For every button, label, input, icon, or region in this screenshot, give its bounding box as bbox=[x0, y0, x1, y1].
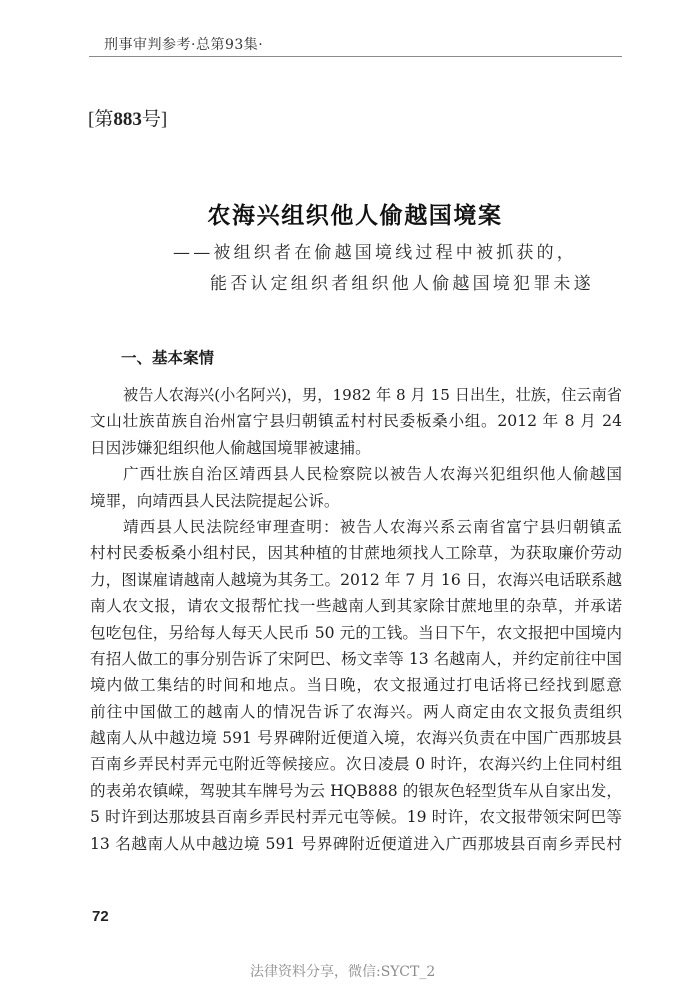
paragraph-1-line: 文山壮族苗族自治州富宁县归朝镇孟村村民委板桑小组。2012 年 8 月 24 bbox=[90, 412, 622, 431]
paragraph-2-line: 广西壮族自治区靖西县人民检察院以被告人农海兴犯组织他人偷越国 bbox=[123, 465, 622, 484]
article-subtitle bbox=[173, 238, 594, 300]
paragraph-3-line: 有招人做工的事分别告诉了宋阿巴、杨文幸等 13 名越南人，并约定前往中国 bbox=[90, 649, 622, 668]
paragraph-1-line: 被告人农海兴(小名阿兴)，男，1982 年 8 月 15 日出生，壮族，住云南省 bbox=[123, 386, 622, 404]
paragraph-3-line: 包吃包住，另给每人每天人民币 50 元的工钱。当日下午，农文报把中国境内 bbox=[90, 623, 622, 642]
watermark: 法律资料分享，微信:SYCT_2 bbox=[250, 964, 436, 980]
paragraph-3-line: 13 名越南人从中越边境 591 号界碑附近便道进入广西那坡县百南乡弄民村 bbox=[90, 834, 622, 853]
paragraph-3-line: 5 时许到达那坡县百南乡弄民村弄元屯等候。19 时许，农文报带领宋阿巴等 bbox=[90, 808, 622, 827]
running-header: 刑事审判参考·总第93集· bbox=[104, 37, 264, 53]
case-number-suffix: 号] bbox=[141, 109, 168, 130]
section-heading: 一、基本案情 bbox=[121, 349, 215, 367]
paragraph-3-line: 靖西县人民法院经审理查明：被告人农海兴系云南省富宁县归朝镇孟 bbox=[123, 517, 622, 536]
paragraph-3-line: 南人农文报，请农文报帮忙找一些越南人到其家除甘蔗地里的杂草，并承诺 bbox=[90, 597, 622, 616]
body-text bbox=[90, 382, 622, 857]
paragraph-3-line: 越南人从中越边境 591 号界碑附近便道入境，农海兴负责在中国广西那坡县 bbox=[90, 729, 622, 748]
paragraph-1-line: 日因涉嫌犯组织他人偷越国境罪被逮捕。 bbox=[90, 438, 371, 457]
paragraph-3-line: 百南乡弄民村弄元屯附近等候接应。次日凌晨 0 时许，农海兴约上住同村组 bbox=[90, 755, 622, 774]
paragraph-3-line: 前往中国做工的越南人的情况告诉了农海兴。两人商定由农文报负责组织 bbox=[90, 702, 622, 721]
paragraph-2-line: 境罪，向靖西县人民法院提起公诉。 bbox=[90, 491, 340, 510]
case-number-value: 883 bbox=[113, 109, 142, 130]
paragraph-3-line: 力，图谋雇请越南人越境为其务工。2012 年 7 月 16 日，农海兴电话联系越 bbox=[90, 570, 622, 589]
paragraph-3-line: 的表弟农镇嵘，驾驶其车牌号为云 HQB888 的银灰色轻型货车从自家出发， bbox=[90, 781, 622, 800]
subtitle-line-1: ——被组织者在偷越国境线过程中被抓获的， bbox=[173, 243, 577, 263]
case-number bbox=[88, 104, 167, 131]
paragraph-3-line: 村村民委板桑小组村民，因其种植的甘蔗地须找人工除草，为获取廉价劳动 bbox=[90, 544, 622, 563]
page-number: 72 bbox=[92, 908, 109, 925]
subtitle-line-2: 能否认定组织者组织他人偷越国境犯罪未遂 bbox=[210, 274, 594, 294]
case-number-prefix: [第 bbox=[88, 109, 114, 130]
paragraph-3-line: 境内做工集结的时间和地点。当日晚，农文报通过打电话将已经找到愿意 bbox=[90, 676, 622, 695]
header-divider bbox=[89, 56, 622, 57]
article-title: 农海兴组织他人偷越国境案 bbox=[207, 202, 503, 229]
